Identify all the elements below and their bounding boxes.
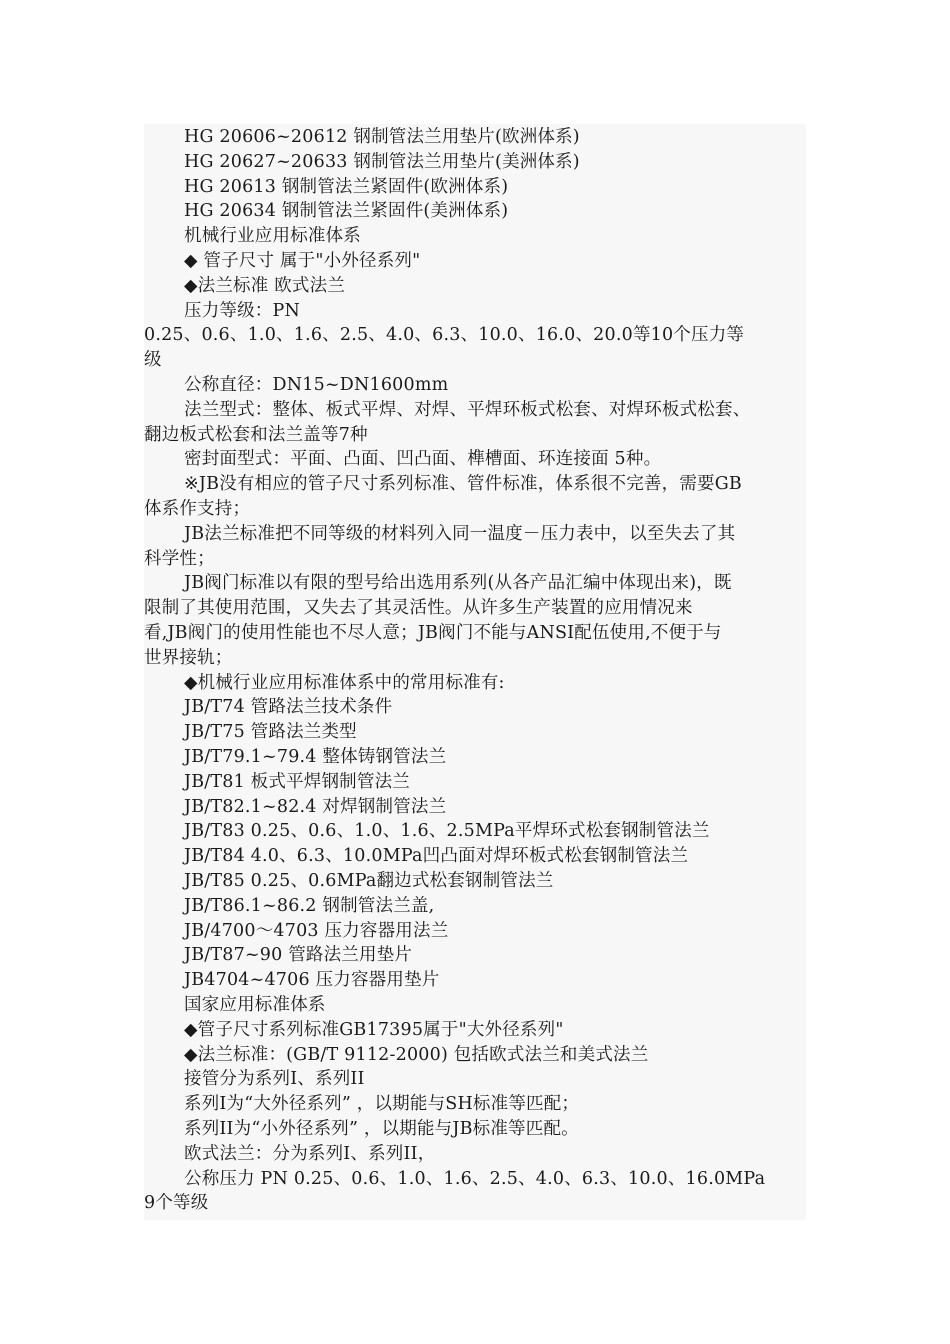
text-line: JB4704~4706 压力容器用垫片 <box>184 970 440 991</box>
document-page <box>144 124 806 1220</box>
text-line: 密封面型式：平面、凸面、凹凸面、榫槽面、环连接面 5种。 <box>184 449 662 470</box>
text-line: ◆法兰标准：(GB/T 9112-2000) 包括欧式法兰和美式法兰 <box>184 1044 649 1065</box>
text-line: 公称直径：DN15~DN1600mm <box>184 375 449 395</box>
text-line: 世界接轨； <box>144 647 233 668</box>
text-line: 国家应用标准体系 <box>184 995 326 1015</box>
text-line: 9个等级 <box>144 1193 209 1214</box>
text-line: JB/T83 0.25、0.6、1.0、1.6、2.5MPa平焊环式松套钢制管法兰 <box>184 821 710 842</box>
text-line: 机械行业应用标准体系 <box>184 226 361 247</box>
text-line: 体系作支持； <box>144 499 251 519</box>
text-line: JB/T82.1~82.4 对焊钢制管法兰 <box>184 796 447 817</box>
text-line: JB阀门标准以有限的型号给出选用系列(从各产品汇编中体现出来)，既 <box>184 573 732 594</box>
text-line: JB/T79.1~79.4 整体铸钢管法兰 <box>184 747 447 767</box>
text-line: ◆管子尺寸系列标准GB17395属于"大外径系列" <box>184 1019 564 1040</box>
text-line: HG 20606~20612 钢制管法兰用垫片(欧洲体系) <box>184 127 580 147</box>
text-line: 欧式法兰：分为系列I、系列II， <box>184 1143 436 1164</box>
text-line: JB/T84 4.0、6.3、10.0MPa凹凸面对焊环板式松套钢制管法兰 <box>184 846 689 867</box>
text-line: 公称压力 PN 0.25、0.6、1.0、1.6、2.5、4.0、6.3、10.0、16.0MPa <box>184 1168 766 1189</box>
text-line: JB/T75 管路法兰类型 <box>184 722 357 743</box>
text-line: 接管分为系列I、系列II <box>184 1069 365 1090</box>
text-line: 级 <box>144 350 162 371</box>
text-line: HG 20613 钢制管法兰紧固件(欧洲体系) <box>184 176 509 197</box>
text-line: 0.25、0.6、1.0、1.6、2.5、4.0、6.3、10.0、16.0、20.0等10个压力等 <box>144 325 745 346</box>
text-line: ◆ 管子尺寸 属于"小外径系列" <box>184 251 421 271</box>
text-line: ◆机械行业应用标准体系中的常用标准有: <box>184 672 505 693</box>
text-line: 科学性； <box>144 548 215 569</box>
text-line: HG 20627~20633 钢制管法兰用垫片(美洲体系) <box>184 151 580 172</box>
text-line: JB/T81 板式平焊钢制管法兰 <box>184 771 410 792</box>
text-line: 翻边板式松套和法兰盖等7种 <box>144 424 368 445</box>
text-line: 法兰型式：整体、板式平焊、对焊、平焊环板式松套、对焊环板式松套、 <box>184 399 751 420</box>
text-line: 系列II为“小外径系列” ，以期能与JB标准等匹配。 <box>184 1119 579 1139</box>
text-line: JB/T85 0.25、0.6MPa翻边式松套钢制管法兰 <box>184 871 554 891</box>
text-line: 看,JB阀门的使用性能也不尽人意；JB阀门不能与ANSI配伍使用,不便于与 <box>144 623 722 643</box>
text-line: ◆法兰标准 欧式法兰 <box>184 275 346 296</box>
text-line: JB/4700～4703 压力容器用法兰 <box>184 920 449 941</box>
text-line: HG 20634 钢制管法兰紧固件(美洲体系) <box>184 201 509 222</box>
text-line: JB/T87~90 管路法兰用垫片 <box>184 945 413 966</box>
text-line: 限制了其使用范围，又失去了其灵活性。从许多生产装置的应用情况来 <box>144 598 693 619</box>
text-line: ※JB没有相应的管子尺寸系列标准、管件标准，体系很不完善，需要GB <box>184 474 742 495</box>
text-line: JB法兰标准把不同等级的材料列入同一温度－压力表中，以至失去了其 <box>184 523 736 544</box>
text-line: JB/T74 管路法兰技术条件 <box>184 697 393 718</box>
text-line: 系列I为“大外径系列” ，以期能与SH标准等匹配； <box>184 1094 580 1115</box>
text-line: JB/T86.1~86.2 钢制管法兰盖, <box>184 895 435 916</box>
text-line: 压力等级：PN <box>184 300 300 321</box>
